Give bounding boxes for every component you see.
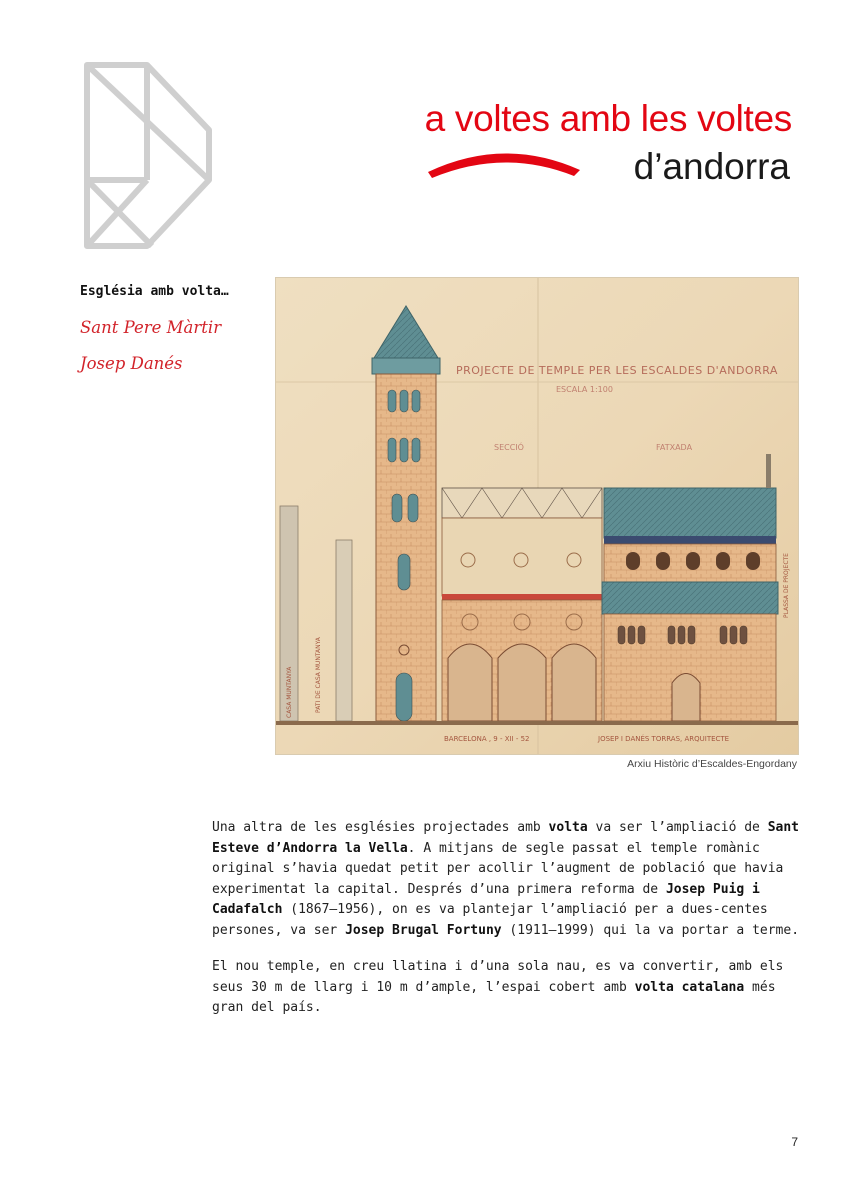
brand-title: a voltes amb les voltes	[424, 98, 792, 139]
section-heading: Església amb volta…	[80, 284, 229, 299]
bold-term: volta catalana	[634, 979, 745, 995]
drawing-footer-architect: JOSEP I DANÉS TORRAS, ARQUITECTE	[598, 735, 730, 743]
label-section: SECCIÓ	[494, 443, 524, 452]
text-run: El nou temple, en creu llatina i d’una sola nau, es va convertir, amb els seus 30 m de llarg i 10 m d’ample, l’espai cobert amb	[212, 959, 784, 995]
label-left-wall2: CASA MUNTANYA	[286, 666, 293, 718]
drawing-footer-place-date: BARCELONA , 9 - XII - 52	[444, 735, 530, 743]
label-left-wall: PATI DE CASA MUNTANYA	[315, 637, 322, 713]
text-run: (1867–1956), on es va plantejar l’ampliació per a dues-centes persones, va ser	[212, 902, 768, 938]
church-elevation-drawing	[276, 278, 798, 754]
architectural-drawing	[275, 277, 799, 755]
drawing-scale: ESCALA 1:100	[556, 385, 613, 394]
label-right-wall: PLASSA DE PROJECTE	[783, 553, 790, 618]
bold-term: Josep Brugal Fortuny	[345, 922, 502, 938]
paragraph-2	[212, 957, 802, 1019]
bold-term: Josep Puig i Cadafalch	[212, 881, 760, 917]
label-facade: FATXADA	[656, 443, 693, 452]
brand-subtitle: d’andorra	[633, 146, 790, 187]
architect-name: Josep Danés	[80, 354, 183, 373]
image-caption: Arxiu Històric d’Escaldes-Engordany	[627, 758, 797, 770]
red-arc-icon	[424, 142, 584, 182]
text-run: més gran del país.	[212, 979, 776, 1015]
church-name: Sant Pere Màrtir	[80, 318, 222, 337]
text-run: Una altra de les esglésies projectades amb	[212, 820, 549, 835]
page-number: 7	[791, 1135, 798, 1149]
drawing-title: PROJECTE DE TEMPLE PER LES ESCALDES D'ANDORRA	[456, 364, 778, 377]
text-run: . A mitjans de segle passat el temple romànic original s’havia quedat petit per acollir l’augment de població que havia experimentat la capital. Després d’una primera reforma de	[212, 840, 784, 897]
bold-term: volta	[548, 820, 588, 835]
monogram-d-logo-icon	[82, 60, 214, 252]
text-run: (1911–1999) qui la va portar a terme.	[501, 922, 800, 938]
text-run: va ser l’ampliació de	[587, 820, 768, 835]
body-text	[212, 818, 802, 1019]
bold-term: Sant Esteve d’Andorra la Vella	[212, 820, 800, 856]
paragraph-1	[212, 818, 802, 941]
